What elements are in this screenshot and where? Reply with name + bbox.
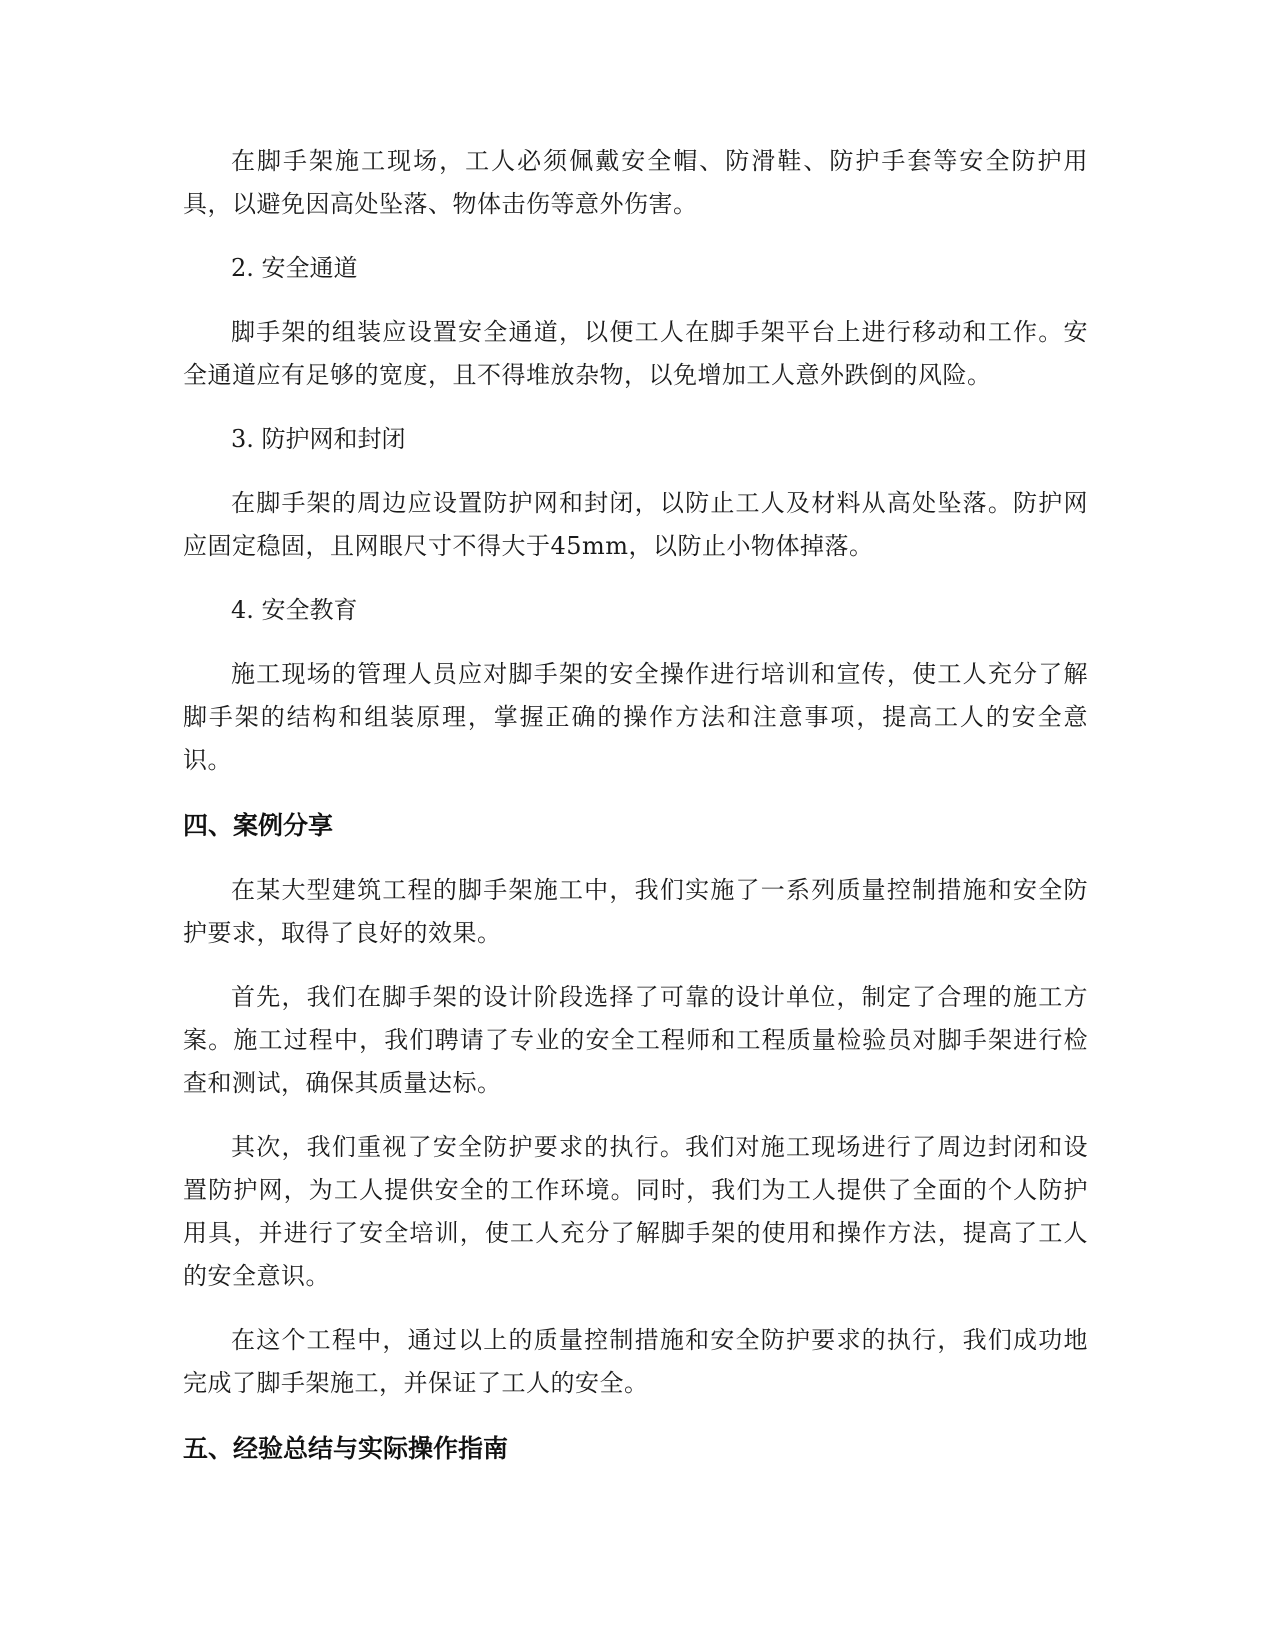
paragraph-case-protection: 其次，我们重视了安全防护要求的执行。我们对施工现场进行了周边封闭和设置防护网，为工人提供安全的工作环境。同时，我们为工人提供了全面的个人防护用具，并进行了安全培训，使工人充分了解脚手架的使用和操作方法，提高了工人的安全意识。 [183,1133,1088,1290]
item-4-title: 4. 安全教育 [231,596,358,624]
item-3-title: 3. 防护网和封闭 [231,425,406,453]
paragraph-case-design: 首先，我们在脚手架的设计阶段选择了可靠的设计单位，制定了合理的施工方案。施工过程中，我们聘请了专业的安全工程师和工程质量检验员对脚手架进行检查和测试，确保其质量达标。 [183,983,1088,1097]
section-5-heading: 五、经验总结与实际操作指南 [183,1434,509,1463]
paragraph-protective-net: 在脚手架的周边应设置防护网和封闭，以防止工人及材料从高处坠落。防护网应固定稳固，且网眼尺寸不得大于45mm，以防止小物体掉落。 [183,489,1088,560]
paragraph-case-intro: 在某大型建筑工程的脚手架施工中，我们实施了一系列质量控制措施和安全防护要求，取得了良好的效果。 [183,876,1088,947]
paragraph-ppe: 在脚手架施工现场，工人必须佩戴安全帽、防滑鞋、防护手套等安全防护用具，以避免因高处坠落、物体击伤等意外伤害。 [183,147,1088,218]
paragraph-safety-education: 施工现场的管理人员应对脚手架的安全操作进行培训和宣传，使工人充分了解脚手架的结构和组装原理，掌握正确的操作方法和注意事项，提高工人的安全意识。 [183,660,1088,774]
document-page [183,140,1088,1470]
paragraph-case-result: 在这个工程中，通过以上的质量控制措施和安全防护要求的执行，我们成功地完成了脚手架施工，并保证了工人的安全。 [183,1326,1088,1397]
section-4-heading: 四、案例分享 [183,811,334,840]
item-2-title: 2. 安全通道 [231,254,358,282]
paragraph-safety-passage: 脚手架的组装应设置安全通道，以便工人在脚手架平台上进行移动和工作。安全通道应有足够的宽度，且不得堆放杂物，以免增加工人意外跌倒的风险。 [183,318,1088,389]
